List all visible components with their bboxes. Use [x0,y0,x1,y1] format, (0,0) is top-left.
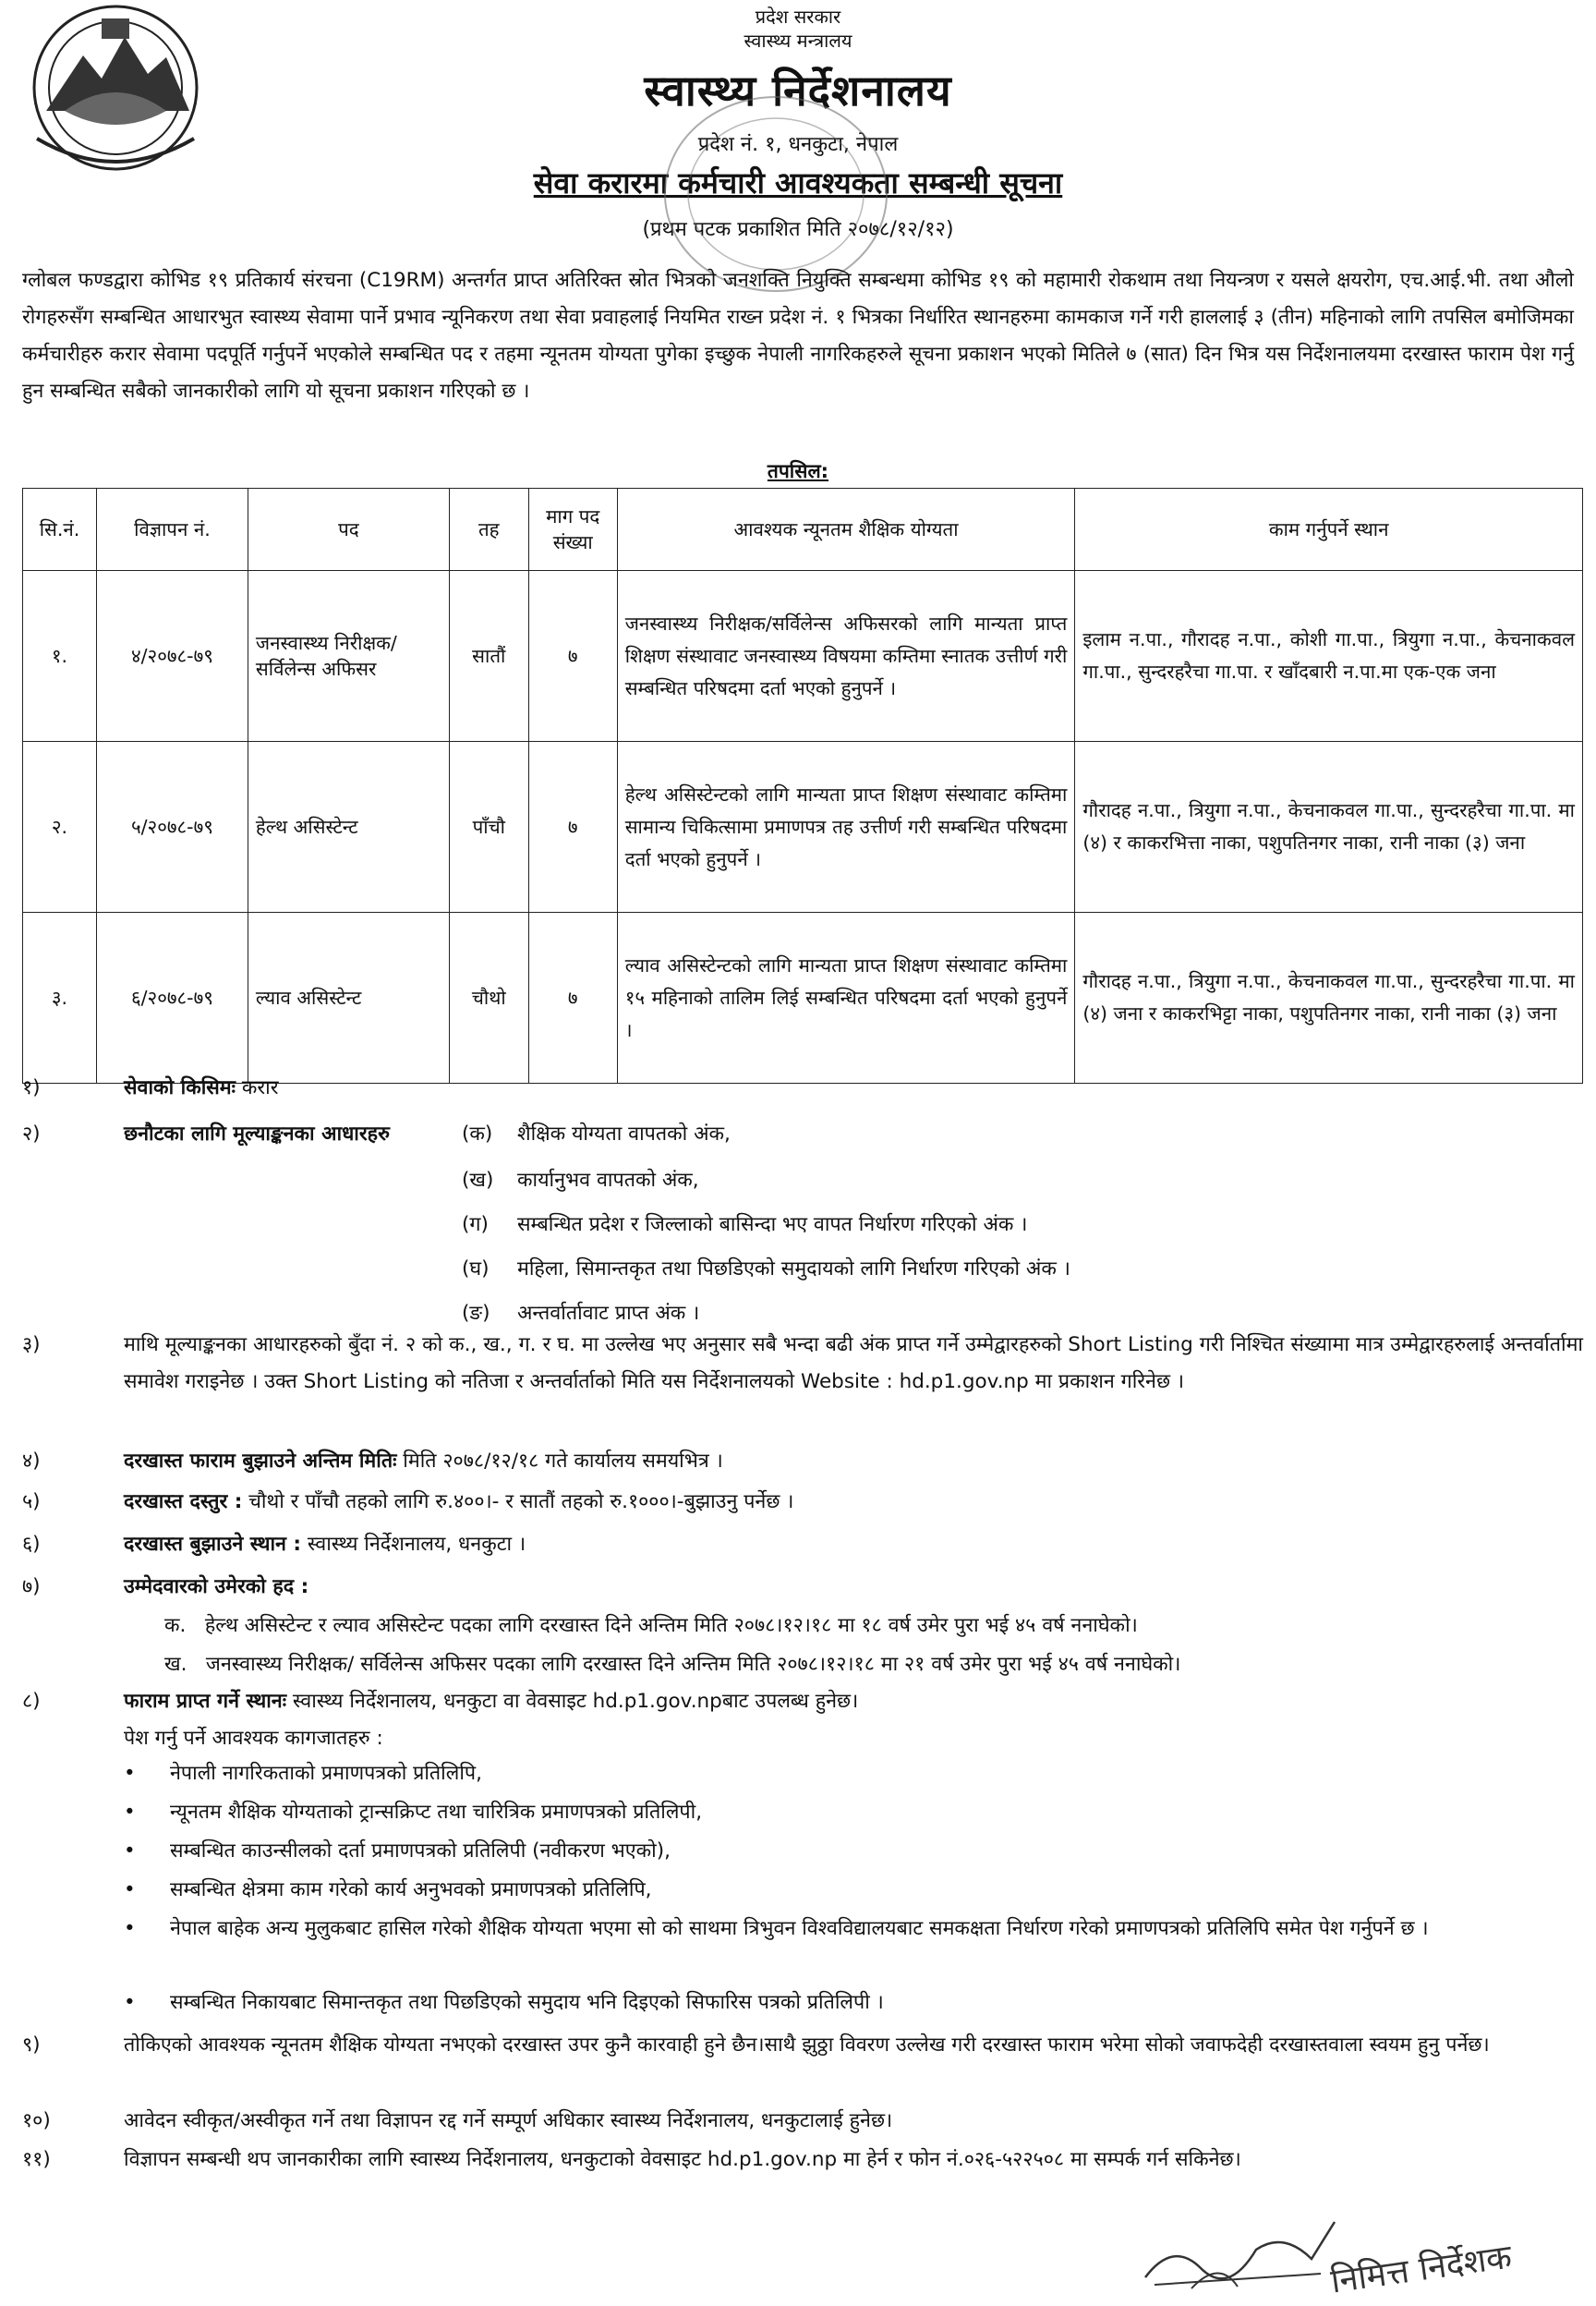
item-label: दरखास्त फाराम बुझाउने अन्तिम मितिः [124,1450,397,1473]
cell-demand: ७ [528,913,617,1084]
item-number: १०) [22,2109,51,2132]
list-item [124,1755,1574,1792]
cell-sn: २. [23,742,97,913]
cell-ad-no: ४/२०७८-७९ [96,571,248,742]
cell-post: जनस्वास्थ्य निरीक्षक/सर्विलेन्स अफिसर [248,571,449,742]
cell-sn: ३. [23,913,97,1084]
office-address: प्रदेश नं. १, धनकुटा, नेपाल [697,133,899,156]
signature-title: निमित्त निर्देशक [1328,2238,1515,2301]
document-text: न्यूनतम शैक्षिक योग्यताको ट्रान्सक्रिप्ट तथा चारित्रिक प्रमाणपत्रको प्रतिलिपी, [170,1801,703,1824]
cell-ad-no: ५/२०७८-७९ [96,742,248,913]
item-authority [22,2103,1583,2140]
list-item [124,1794,1574,1831]
cell-level: सातौं [449,571,528,742]
item-text: स्वास्थ्य निर्देशनालय, धनकुटा । [307,1533,526,1556]
col-header-sn: सि.नं. [23,489,97,571]
item-text: तोकिएको आवश्यक न्यूनतम शैक्षिक योग्यता नभएको दरखास्त उपर कुनै कारवाही हुने छैन।साथै झुठ्ठा विवरण उल्लेख गरी दरखास्त फाराम भरेमा सोको जवाफदेही दरखास्तवाला स्वयम हुनु पर्नेछ। [124,2033,1490,2057]
intro-paragraph: ग्लोबल फण्डद्वारा कोभिड १९ प्रतिकार्य संरचना (C19RM) अन्तर्गत प्राप्त अतिरिक्त स्रोत भित्रको जनशक्ति नियुक्ति सम्बन्धमा कोभिड १९ को महामारी रोकथाम तथा नियन्त्रण र यसले क्षयरोग, एच.आई.भी. तथा औलो रोगहरुसँग सम्बन्धित आधारभुत स्वास्थ्य सेवामा पार्ने प्रभाव न्यूनिकरण तथा सेवा प्रवाहलाई नियमित राख्न प्रदेश नं. १ भित्रका निर्धारित स्थानहरुमा कामकाज गर्ने गरी हाललाई ३ (तीन) महिनाको लागि तपसिल बमोजिमका कर्मचारीहरु करार सेवामा पदपूर्ति गर्नुपर्ने भएकोले सम्बन्धित पद र तहमा न्यूनतम योग्यता पुगेका इच्छुक नेपाली नागरिकहरुले सूचना प्रकाशन भएको मितिले ७ (सात) दिन भित्र यस निर्देशनालयमा दरखास्त फाराम पेश गर्नु हुन सम्बन्धित सबैको जानकारीको लागि यो सूचना प्रकाशन गरिएको छ । [22,269,1574,403]
table-header-row [23,489,1583,571]
list-item [124,1911,1574,1984]
criteria-key: (ख) [462,1169,494,1192]
item-label: दरखास्त बुझाउने स्थान : [124,1533,302,1556]
item-text: करार [241,1076,279,1099]
vacancy-table [22,488,1583,1084]
table-row [23,571,1583,742]
item-text: स्वास्थ्य निर्देशनालय, धनकुटा वा वेवसाइट hd.p1.gov.npबाट उपलब्ध हुनेछ। [292,1690,859,1713]
office-name: स्वास्थ्य निर्देशनालय [644,66,952,115]
item-number: ७) [22,1575,41,1598]
table-row [23,913,1583,1084]
cell-post: हेल्थ असिस्टेन्ट [248,742,449,913]
cell-demand: ७ [528,571,617,742]
item-number: ११) [22,2148,51,2171]
item-number: ८) [22,1690,41,1713]
cell-qualification: हेल्थ असिस्टेन्टको लागि मान्यता प्राप्त शिक्षण संस्थावाट कम्तिमा सामान्य चिकित्सामा प्रमाणपत्र तह उत्तीर्ण गरी सम्बन्धित परिषदमा दर्ता भएको हुनुपर्ने । [617,742,1075,913]
criteria-key: (घ) [462,1257,490,1280]
item-text: विज्ञापन सम्बन्धी थप जानकारीका लागि स्वास्थ्य निर्देशनालय, धनकुटाको वेवसाइट hd.p1.gov.np मा हेर्न र फोन नं.०२६-५२२५०८ मा सम्पर्क गर्न सकिनेछ। [124,2148,1241,2171]
bullet-icon: • [124,1839,136,1863]
item-label: फाराम प्राप्त गर्ने स्थानः [124,1690,287,1713]
criteria-key: (क) [462,1123,493,1146]
cell-location: गौरादह न.पा., त्रियुगा न.पा., केचनाकवल गा.पा., सुन्दरहरैचा गा.पा. मा (४) र काकरभित्ता नाका, पशुपतिनगर नाका, रानी नाका (३) जना [1075,742,1583,913]
item-number: ९) [22,2033,41,2057]
col-header-demand: माग पद संख्या [528,489,617,571]
document-text: नेपाल बाहेक अन्य मुलुकबाट हासिल गरेको शैक्षिक योग्यता भएमा सो को साथमा त्रिभुवन विश्वविद्यालयबाट समकक्षता निर्धारण गरेको प्रमाणपत्रको प्रतिलिपि समेत पेश गर्नुपर्ने छ । [170,1917,1429,1940]
item-age-limit [22,1569,1583,1606]
criteria-key: (ङ) [462,1302,490,1325]
item-label: दरखास्त दस्तुर : [124,1490,243,1513]
list-item [124,1833,1574,1870]
bullet-icon: • [124,1762,136,1785]
documents-title: पेश गर्नु पर्ने आवश्यक कागजातहरु : [124,1727,383,1750]
item-contact [22,2142,1583,2179]
cell-sn: १. [23,571,97,742]
item-service-type [22,1070,1583,1107]
item-number: ६) [22,1533,41,1556]
item-number: १) [22,1076,41,1099]
col-header-ad-no: विज्ञापन नं. [96,489,248,571]
header-line2: स्वास्थ्य मन्त्रालय [744,30,852,52]
cell-level: चौथो [449,913,528,1084]
bullet-icon: • [124,1878,136,1901]
bullet-icon: • [124,1991,136,2014]
cell-location: इलाम न.पा., गौरादह न.पा., कोशी गा.पा., त्रियुगा न.पा., केचनाकवल गा.पा., सुन्दरहरैचा गा.पा. र खाँदबारी न.पा.मा एक-एक जना [1075,571,1583,742]
criteria-text: शैक्षिक योग्यता वापतको अंक, [517,1123,731,1146]
cell-qualification: जनस्वास्थ्य निरीक्षक/सर्विलेन्स अफिसरको लागि मान्यता प्राप्त शिक्षण संस्थावाट जनस्वास्थ्य विषयमा कम्तिमा स्नातक उत्तीर्ण गरी सम्बन्धित परिषदमा दर्ता भएको हुनुपर्ने । [617,571,1075,742]
criteria-text: महिला, सिमान्तकृत तथा पिछडिएको समुदायको लागि निर्धारण गरिएको अंक । [517,1257,1070,1280]
item-number: ४) [22,1450,41,1473]
cell-location: गौरादह न.पा., त्रियुगा न.पा., केचनाकवल गा.पा., सुन्दरहरैचा गा.पा. मा (४) जना र काकरभिट्टा नाका, पशुपतिनगर नाका, रानी नाका (३) जना [1075,913,1583,1084]
item-evaluation-basis [22,1116,1583,1153]
document-text: सम्बन्धित निकायबाट सिमान्तकृत तथा पिछडिएको समुदाय भनि दिइएको सिफारिस पत्रको प्रतिलिपी । [170,1991,884,2014]
age-limit-a: क. हेल्थ असिस्टेन्ट र ल्याव असिस्टेन्ट पदका लागि दरखास्त दिने अन्तिम मिति २०७८।१२।१८ मा १८ वर्ष उमेर पुरा भई ४५ वर्ष ननाघेको। [164,1614,1138,1637]
list-item [124,1872,1574,1909]
criteria-text: सम्बन्धित प्रदेश र जिल्लाको बासिन्दा भए वापत निर्धारण गरिएको अंक । [517,1213,1028,1236]
table-row [23,742,1583,913]
item-submit-place [22,1526,1583,1563]
item-label: उम्मेदवारको उमेरको हद : [124,1575,309,1598]
item-deadline [22,1443,1583,1480]
criteria-key: (ग) [462,1213,489,1236]
col-header-level: तह [449,489,528,571]
notice-title: सेवा करारमा कर्मचारी आवश्यकता सम्बन्धी सूचना [533,165,1063,200]
cell-qualification: ल्याव असिस्टेन्टको लागि मान्यता प्राप्त शिक्षण संस्थावाट कम्तिमा १५ महिनाको तालिम लिई सम्बन्धित परिषदमा दर्ता भएको हुनुपर्ने । [617,913,1075,1084]
criteria-text: कार्यानुभव वापतको अंक, [517,1169,699,1192]
age-limit-b: ख. जनस्वास्थ्य निरीक्षक/ सर्विलेन्स अफिसर पदका लागि दरखास्त दिने अन्तिम मिति २०७८।१२।१८ मा २१ वर्ष उमेर पुरा भई ४५ वर्ष ननाघेको। [164,1653,1181,1676]
col-header-qualification: आवश्यक न्यूनतम शैक्षिक योग्यता [617,489,1075,571]
document-text: नेपाली नागरिकताको प्रमाणपत्रको प्रतिलिपि, [170,1762,482,1785]
header-line1: प्रदेश सरकार [755,6,841,28]
item-number: ५) [22,1490,41,1513]
cell-demand: ७ [528,742,617,913]
publish-date: (प्रथम पटक प्रकाशित मिति २०७८/१२/१२) [642,218,954,241]
document-text: सम्बन्धित क्षेत्रमा काम गरेको कार्य अनुभवको प्रमाणपत्रको प्रतिलिपि, [170,1878,652,1901]
item-text: मिति २०७८/१२/१८ गते कार्यालय समयभित्र । [403,1450,723,1473]
cell-post: ल्याव असिस्टेन्ट [248,913,449,1084]
item-short-listing [22,1327,1583,1439]
item-form-place [22,1683,1583,1720]
item-number: २) [22,1123,41,1146]
signature-scrawl-icon [1136,2203,1348,2296]
cell-ad-no: ६/२०७८-७९ [96,913,248,1084]
table-caption: तपसिल: [767,460,829,482]
item-label: छनौटका लागि मूल्याङ्कनका आधारहरु [124,1123,390,1146]
item-label: सेवाको किसिमः [124,1076,236,1099]
list-item [124,1984,1574,2021]
item-disqualification [22,2027,1583,2101]
col-header-location: काम गर्नुपर्ने स्थान [1075,489,1583,571]
criteria-text: अन्तर्वार्तावाट प्राप्त अंक । [517,1302,700,1325]
bullet-icon: • [124,1801,136,1824]
item-text: चौथो र पाँचौ तहको लागि रु.४००।- र सातौं तहको रु.१०००।-बुझाउनु पर्नेछ । [248,1490,794,1513]
item-number: ३) [22,1333,41,1356]
document-text: सम्बन्धित काउन्सीलको दर्ता प्रमाणपत्रको प्रतिलिपी (नवीकरण भएको), [170,1839,671,1863]
item-text: माथि मूल्याङ्कनका आधारहरुको बुँदा नं. २ को क., ख., ग. र घ. मा उल्लेख भए अनुसार सबै भन्दा बढी अंक प्राप्त गर्ने उम्मेद्वारहरुको Short Listing गरी निश्चित संख्यामा मात्र उम्मेद्वारहरुलाई अन्तर्वार्तामा समावेश गराइनेछ । उक्त Short Listing को नतिजा र अन्तर्वार्ताको मिति यस निर्देशनालयको Website : hd.p1.gov.np मा प्रकाशन गरिनेछ । [124,1333,1583,1393]
bullet-icon: • [124,1917,136,1940]
col-header-post: पद [248,489,449,571]
item-fee [22,1484,1583,1521]
cell-level: पाँचौ [449,742,528,913]
item-text: आवेदन स्वीकृत/अस्वीकृत गर्ने तथा विज्ञापन रद्द गर्ने सम्पूर्ण अधिकार स्वास्थ्य निर्देशनालय, धनकुटालाई हुनेछ। [124,2109,893,2132]
